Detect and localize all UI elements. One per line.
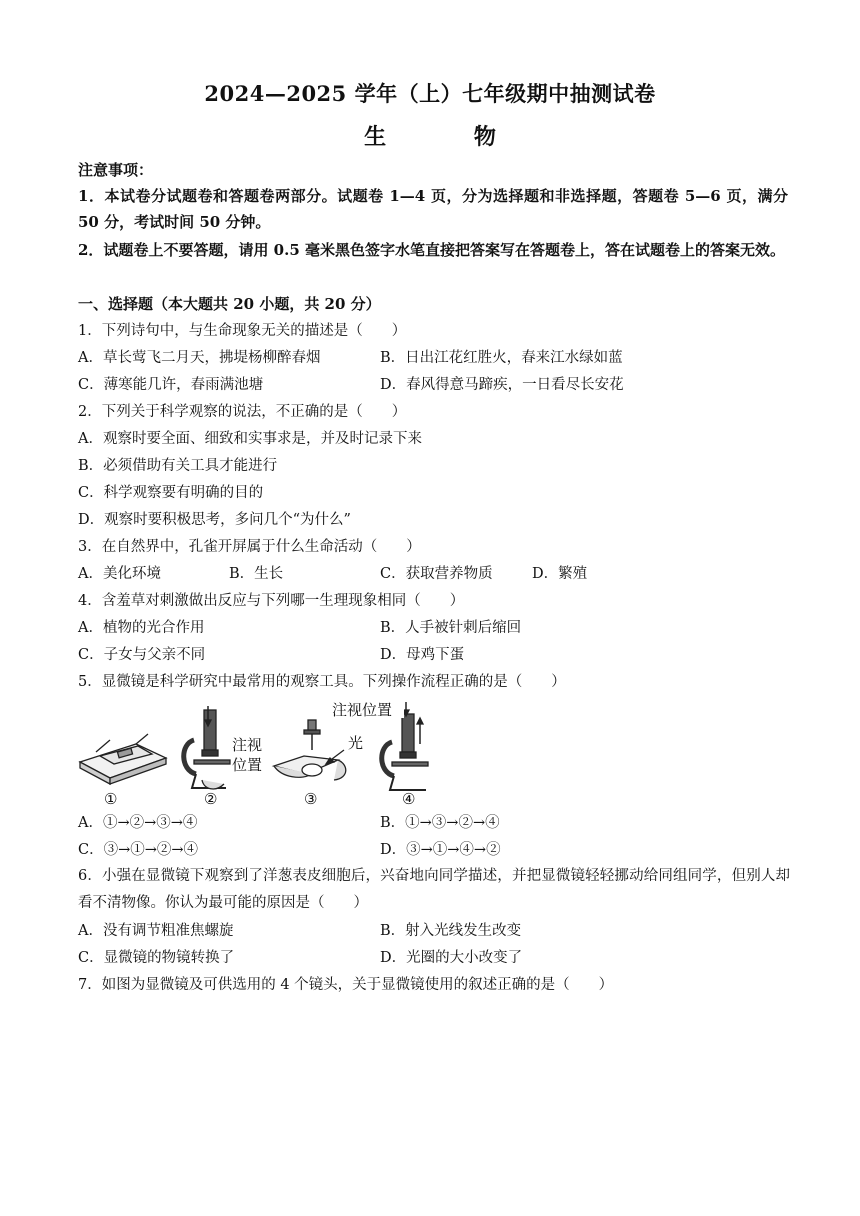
question-4-option-c: C．子女与父亲不同 <box>78 647 206 663</box>
question-2-option-a: A．观察时要全面、细致和实事求是，并及时记录下来 <box>78 431 422 447</box>
question-5-stem: 5．显微镜是科学研究中最常用的观察工具。下列操作流程正确的是（ ） <box>78 674 566 690</box>
lower-tube-illustration <box>184 706 230 789</box>
question-3-option-d: D．繁殖 <box>532 566 588 582</box>
question-2-stem: 2．下列关于科学观察的说法，不正确的是（ ） <box>78 404 407 420</box>
question-4-option-b: B．人手被针刺后缩回 <box>380 620 522 636</box>
question-3-option-b: B．生长 <box>229 566 284 582</box>
question-2-option-d: D．观察时要积极思考，多问几个“为什么” <box>78 512 351 528</box>
question-1-option-c: C．薄寒能几许，春雨满池塘 <box>78 377 264 393</box>
slide-on-stage-illustration <box>80 734 166 784</box>
notice-heading: 注意事项： <box>78 161 154 179</box>
question-2-option-b: B．必须借助有关工具才能进行 <box>78 458 278 474</box>
question-6-stem: 6．小强在显微镜下观察到了洋葱表皮细胞后，兴奋地向同学描述，并把显微镜轻轻挪动给同组同学，但别人却看不清物像。你认为最可能的原因是（ ） <box>78 868 790 911</box>
question-6-option-d: D．光圈的大小改变了 <box>380 950 523 966</box>
gaze-label-top: 注视位置 <box>332 703 393 719</box>
figure-number-3: ③ <box>304 792 318 808</box>
question-3-option-a: A．美化环境 <box>78 566 161 582</box>
figure-number-4: ④ <box>402 792 416 808</box>
gaze-label-line1: 注视 <box>232 738 263 754</box>
exam-title: 2024—2025 学年（上）七年级期中抽测试卷 <box>204 81 656 106</box>
microscope-procedure-figure <box>76 700 436 808</box>
question-7-stem: 7．如图为显微镜及可供选用的 4 个镜头，关于显微镜使用的叙述正确的是（ ） <box>78 977 614 993</box>
notice-item-2: 2．试题卷上不要答题，请用 0.5 毫米黑色签字水笔直接把答案写在答题卷上，答在试题卷上的答案无效。 <box>78 241 785 259</box>
question-3-stem: 3．在自然界中，孔雀开屏属于什么生命活动（ ） <box>78 539 421 555</box>
question-1-option-d: D．春风得意马蹄疾，一日看尽长安花 <box>380 377 624 393</box>
question-5-option-b: B．①→③→②→④ <box>380 815 500 831</box>
question-2-option-c: C．科学观察要有明确的目的 <box>78 485 264 501</box>
question-1-option-a: A．草长莺飞二月天，拂堤杨柳醉春烟 <box>78 350 321 366</box>
question-4-option-a: A．植物的光合作用 <box>78 620 205 636</box>
subject-title: 生 物 <box>364 124 536 150</box>
question-6-option-a: A．没有调节粗准焦螺旋 <box>78 923 234 939</box>
figure-number-2: ② <box>204 792 218 808</box>
question-4-stem: 4．含羞草对刺激做出反应与下列哪一生理现象相同（ ） <box>78 593 465 609</box>
figure-number-1: ① <box>104 792 118 808</box>
light-label: 光 <box>348 736 364 752</box>
section-heading: 一、选择题（本大题共 20 小题，共 20 分） <box>78 295 381 313</box>
question-5-option-d: D．③→①→④→② <box>380 842 501 858</box>
notice-item-1: 1．本试卷分试题卷和答题卷两部分。试题卷 1—4 页，分为选择题和非选择题，答题卷 5—6 页，满分 50 分，考试时间 50 分钟。 <box>78 187 788 231</box>
question-5-option-c: C．③→①→②→④ <box>78 842 199 858</box>
hands-light-illustration <box>274 720 346 780</box>
question-6-option-c: C．显微镜的物镜转换了 <box>78 950 235 966</box>
question-6-option-b: B．射入光线发生改变 <box>380 923 522 939</box>
question-1-option-b: B．日出江花红胜火，春来江水绿如蓝 <box>380 350 623 366</box>
question-5-option-a: A．①→②→③→④ <box>78 815 198 831</box>
question-4-option-d: D．母鸡下蛋 <box>380 647 465 663</box>
question-1-stem: 1．下列诗句中，与生命现象无关的描述是（ ） <box>78 323 407 339</box>
gaze-label-line2: 位置 <box>232 758 263 774</box>
question-3-option-c: C．获取营养物质 <box>380 566 493 582</box>
